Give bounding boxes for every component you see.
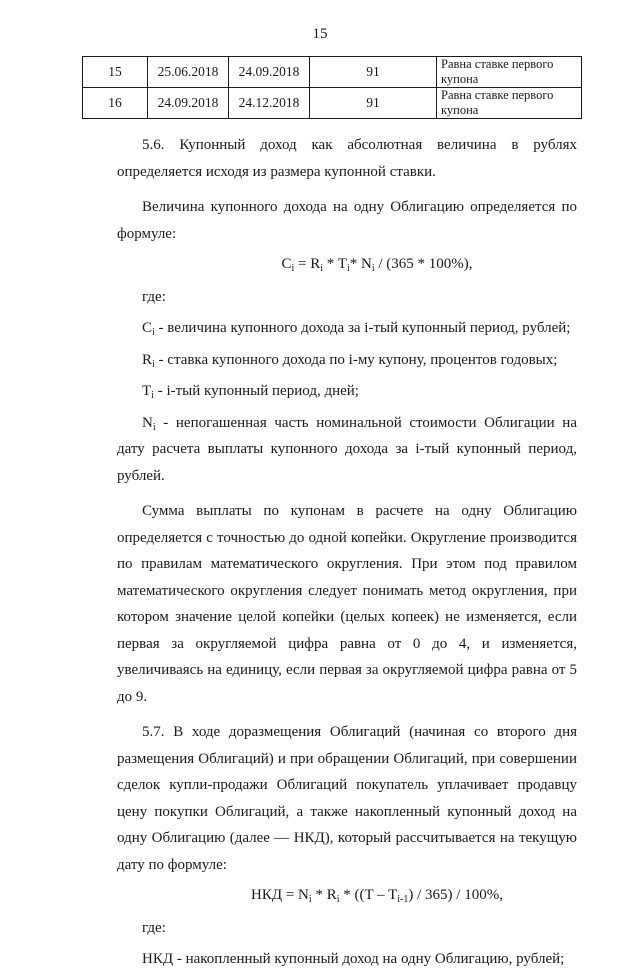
rounding-paragraph: Сумма выплаты по купонам в расчете на одну Облигацию определяется с точностью до одной копейки. Округление производится по правилам математического округления. При этом под правилом математического округления следует понимать метод округления, при котором значение целой копейки (целых копеек) не изменяется, если первая за округляемой цифра равна от 0 до 4, и изменяется, увеличиваясь на единицу, если первая за округляемой цифра равна от 5 до 9. [117,503,577,705]
page-number: 15 [312,26,328,42]
coupon-days: 91 [310,57,437,88]
paragraph-5-6: 5.6. Купонный доход как абсолютная величина в рублях определяется исходя из размера купонной ставки. [117,137,577,180]
definition-ri: $R_i$ - ставка купонного дохода по i-му купону, процентов годовых; [142,351,558,370]
nkd-formula: НКД = $N_i * R_i * ((T - T_{i-1}) / 365) / 100\%$, [251,887,503,905]
coupon-rate: Равна ставке первого купона [437,57,582,88]
definition-ni: $N_i$ - непогашенная часть номинальной стоимости Облигации на дату расчета выплаты купонного дохода за i-тый купонный период, рублей. [117,414,577,484]
coupon-schedule-table [82,56,582,119]
where-label: где: [142,288,166,305]
coupon-days: 91 [310,88,437,119]
coupon-end-date: 24.12.2018 [229,88,310,119]
coupon-formula: $C_i = R_i * T_i*$ $N_i / (365 * 100\%)$, [281,256,473,274]
formula-intro: Величина купонного дохода на одну Облигацию определяется по формуле: [117,199,577,242]
table-row [83,57,582,88]
table-row [83,88,582,119]
definition-nkd: НКД - накопленный купонный доход на одну Облигацию, рублей; [142,951,565,967]
definition-ci: $C_i$ - величина купонного дохода за i-тый купонный период, рублей; [142,320,571,338]
coupon-rate: Равна ставке первого купона [437,88,582,119]
coupon-start-date: 25.06.2018 [148,57,229,88]
coupon-end-date: 24.09.2018 [229,57,310,88]
body-text [117,132,577,973]
paragraph-5-7: 5.7. В ходе доразмещения Облигаций (начиная со второго дня размещения Облигаций) и при обращении Облигаций, при совершении сделок купли-продажи Облигаций покупатель уплачивает продавцу цену покупки Облигаций, а также накопленный купонный доход на одну Облигацию (далее — НКД), который рассчитывается на текущую дату по формуле: [117,724,577,873]
definition-ti: $T_i - i-тый$ купонный период, дней; [142,383,359,401]
coupon-number: 15 [83,57,148,88]
coupon-start-date: 24.09.2018 [148,88,229,119]
where-label-2: где: [142,919,166,936]
coupon-number: 16 [83,88,148,119]
